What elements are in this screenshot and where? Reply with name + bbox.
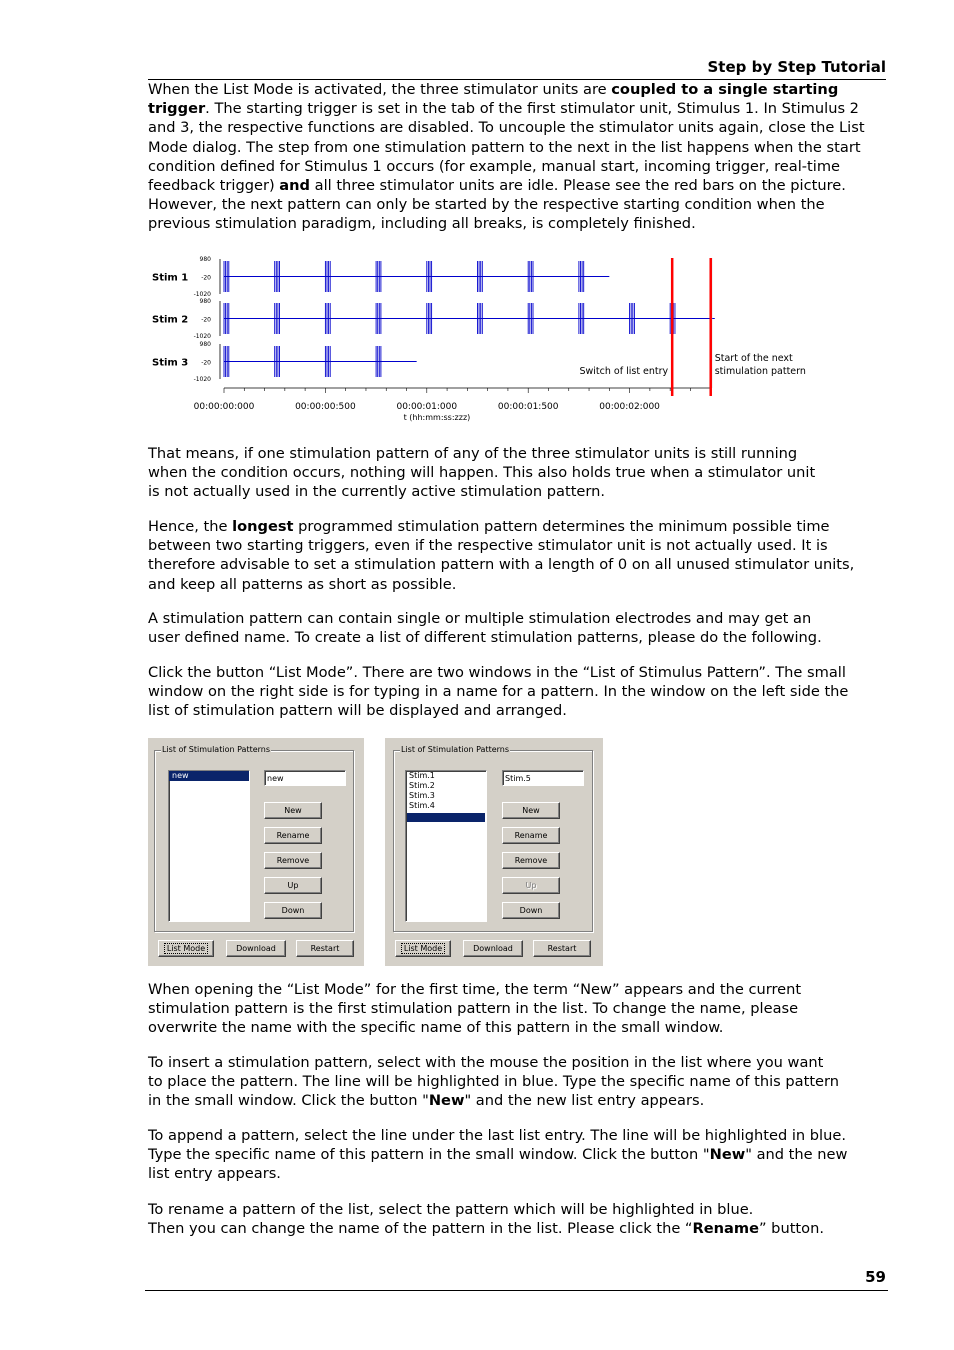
text-line: That means, if one stimulation pattern of any of the three stimulator units is still running (148, 445, 798, 462)
y-tick-label: -1020 (193, 291, 211, 298)
text-line: condition defined for Stimulus 1 occurs (for example, manual start, incoming trigger, real-time (148, 157, 841, 175)
text-line: to place the pattern. The line will be highlighted in blue. Type the specific name of this pattern (148, 1073, 840, 1091)
bold-text: Rename (692, 1220, 759, 1238)
text-line: However, the next pattern can only be started by the respective starting condition when the (148, 196, 825, 214)
text-line: stimulation pattern is the first stimulation pattern in the list. To change the name, please (148, 1000, 799, 1018)
text: ” button. (758, 1220, 824, 1238)
new-button[interactable]: New (502, 802, 560, 819)
x-tick-label: 00:00:00:000 (193, 402, 255, 412)
up-button[interactable]: Up (502, 877, 560, 894)
restart-button[interactable]: Restart (533, 940, 591, 957)
x-tick-label: 00:00:00:500 (295, 402, 356, 412)
bold-text: coupled to a single starting (611, 81, 839, 98)
text: all three stimulator units are idle. Please see the red bars on the picture. (309, 177, 846, 195)
marker-label: stimulation pattern (714, 366, 806, 377)
text: feedback trigger) (148, 177, 280, 195)
series-label: Stim 1 (152, 272, 189, 284)
bold-text: New (709, 1146, 746, 1164)
page-number: 59 (865, 1268, 886, 1286)
group-label: List of Stimulation Patterns (162, 745, 271, 754)
remove-button[interactable]: Remove (502, 852, 560, 869)
selected-empty-row[interactable] (407, 813, 485, 822)
text-line: A stimulation pattern can contain single or multiple stimulation electrodes and may get an (148, 610, 812, 627)
text: in the small window. Click the button " (148, 1092, 429, 1110)
text-line: To insert a stimulation pattern, select with the mouse the position in the list where you want (148, 1054, 824, 1071)
text-line: overwrite the name with the specific name of this pattern in the small window. (148, 1019, 724, 1037)
y-tick-label: 980 (199, 298, 211, 305)
list-dialog-right (385, 738, 603, 966)
new-button[interactable]: New (264, 802, 322, 819)
remove-button[interactable]: Remove (264, 852, 322, 869)
text: Hence, the (148, 518, 233, 535)
text-line: and 3, the respective functions are disabled. To uncouple the stimulator units again, close the List (148, 119, 865, 137)
series-label: Stim 2 (152, 314, 189, 326)
paragraph-list-mode-button (148, 663, 886, 721)
text-line: window on the right side is for typing in a name for a pattern. In the window on the left side the (148, 683, 849, 701)
list-item[interactable]: Stim.1 (409, 771, 435, 780)
marker-label: Switch of list entry (579, 366, 669, 377)
marker-label: Start of the next (714, 353, 793, 364)
paragraph-electrodes (148, 609, 886, 647)
footer-rule (145, 1290, 888, 1291)
y-tick-label: 980 (199, 341, 211, 348)
pattern-name-input[interactable]: new (264, 770, 346, 786)
text-line: When opening the “List Mode” for the first time, the term “New” appears and the current (148, 981, 802, 998)
paragraph-rename (148, 1200, 886, 1238)
paragraph-condition (148, 444, 886, 502)
down-button[interactable]: Down (264, 902, 322, 919)
bold-text: and (279, 177, 310, 195)
y-tick-label: -20 (201, 359, 211, 367)
button-label: List Mode (403, 944, 443, 953)
y-tick-label: -20 (201, 316, 211, 324)
text-line: list of stimulation pattern will be displayed and arranged. (148, 702, 567, 720)
x-tick-label: 00:00:02:000 (599, 402, 660, 412)
button-label: List Mode (166, 944, 206, 953)
list-item[interactable]: Stim.4 (409, 801, 435, 810)
stimulation-timing-chart (148, 250, 838, 430)
text-line: list entry appears. (148, 1165, 281, 1183)
download-button[interactable]: Download (226, 940, 286, 957)
page-header (148, 57, 886, 80)
text: . The starting trigger is set in the tab of the first stimulator unit, Stimulus 1. In Stimulus 2 (205, 100, 859, 118)
up-button[interactable]: Up (264, 877, 322, 894)
bold-text: longest (232, 518, 294, 535)
text-line: previous stimulation paradigm, including all breaks, is completely finished. (148, 215, 696, 233)
list-dialog-left (148, 738, 364, 966)
bold-text: New (428, 1092, 465, 1110)
text: Type the specific name of this pattern in the small window. Click the button " (148, 1146, 710, 1164)
download-button[interactable]: Download (463, 940, 523, 957)
text-line: between two starting triggers, even if the respective stimulator unit is not actually used. It is (148, 537, 828, 555)
restart-button[interactable]: Restart (296, 940, 354, 957)
paragraph-list-mode-intro (148, 80, 886, 234)
text: Then you can change the name of the pattern in the list. Please click the “ (148, 1220, 693, 1238)
y-tick-label: 980 (199, 256, 211, 263)
text-line: is not actually used in the currently active stimulation pattern. (148, 483, 606, 501)
pattern-list[interactable] (405, 770, 487, 922)
paragraph-first-open (148, 980, 886, 1038)
bold-text: trigger (148, 100, 206, 118)
y-tick-label: -1020 (193, 333, 211, 340)
pattern-list[interactable] (168, 770, 250, 922)
rename-button[interactable]: Rename (264, 827, 322, 844)
x-tick-label: 00:00:01:000 (396, 402, 458, 412)
list-mode-button[interactable] (395, 940, 451, 957)
text-line: therefore advisable to set a stimulation pattern with a length of 0 on all unused stimulator units, (148, 556, 855, 574)
paragraph-append (148, 1126, 886, 1184)
x-tick-label: 00:00:01:500 (497, 402, 559, 412)
group-label: List of Stimulation Patterns (401, 745, 510, 754)
list-mode-button[interactable] (158, 940, 214, 957)
paragraph-longest (148, 517, 886, 594)
list-item[interactable]: Stim.3 (409, 791, 435, 800)
paragraph-insert (148, 1053, 886, 1111)
down-button[interactable]: Down (502, 902, 560, 919)
text: " and the new list entry appears. (464, 1092, 705, 1110)
y-tick-label: -20 (201, 274, 211, 282)
pattern-name-input[interactable]: Stim.5 (502, 770, 584, 786)
text: When the List Mode is activated, the three stimulator units are (148, 81, 612, 98)
text-line: Click the button “List Mode”. There are two windows in the “List of Stimulus Pattern”. The small (148, 664, 846, 681)
text-line: To append a pattern, select the line under the last list entry. The line will be highlighted in blue. (148, 1127, 846, 1144)
rename-button[interactable]: Rename (502, 827, 560, 844)
text-line: user defined name. To create a list of different stimulation patterns, please do the following. (148, 629, 822, 647)
text-line: To rename a pattern of the list, select the pattern which will be highlighted in blue. (148, 1201, 754, 1218)
text: " and the new (745, 1146, 848, 1164)
series-label: Stim 3 (152, 357, 189, 369)
list-item[interactable]: new (169, 771, 249, 781)
y-tick-label: -1020 (193, 376, 211, 383)
text-line: Mode dialog. The step from one stimulation pattern to the next in the list happens when the start (148, 138, 861, 156)
text: programmed stimulation pattern determines the minimum possible time (293, 518, 830, 535)
text-line: when the condition occurs, nothing will happen. This also holds true when a stimulator unit (148, 464, 816, 482)
header-title: Step by Step Tutorial (707, 58, 886, 76)
x-axis-label: t (hh:mm:ss:zzz) (403, 413, 471, 422)
list-item[interactable]: Stim.2 (409, 781, 435, 790)
text-line: and keep all patterns as short as possible. (148, 575, 457, 593)
